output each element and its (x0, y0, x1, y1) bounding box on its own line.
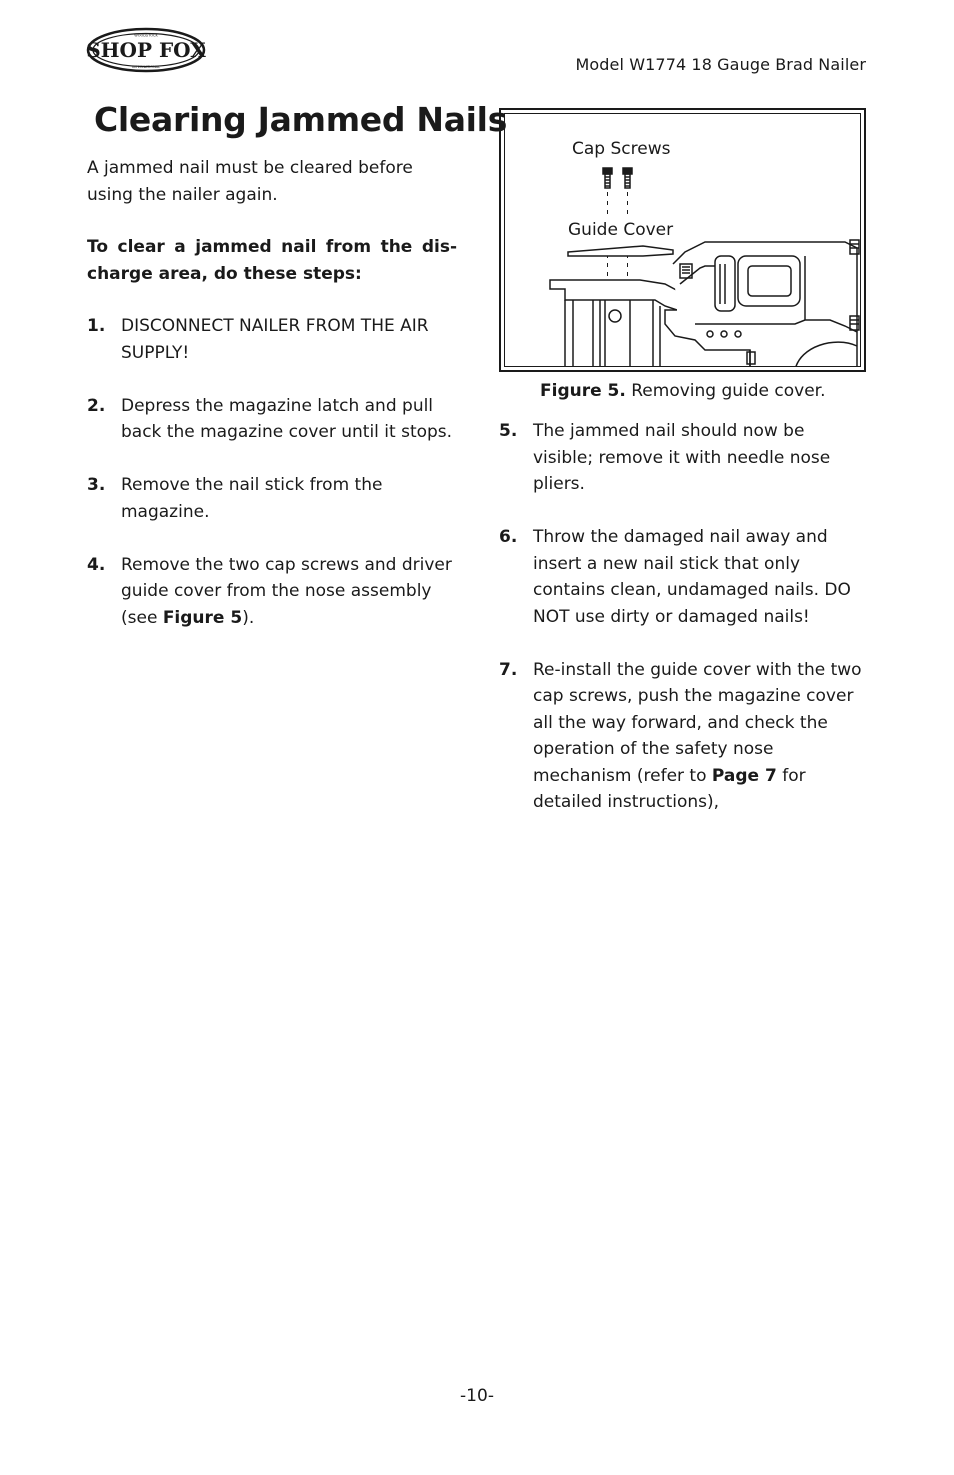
right-column (499, 418, 864, 842)
steps-subheading: To clear a jammed nail from the dis-charge area, do these steps: (87, 237, 457, 284)
shop-fox-logo (86, 26, 206, 76)
step-item (87, 393, 457, 446)
svg-text:WOODSTOCK: WOODSTOCK (134, 33, 158, 38)
step-text: Re-install the guide cover with the two cap screws, push the magazine cover all the way forward, and check the operation of the safety nose mechanism (refer to Page 7 for detailed instructions), (533, 659, 862, 812)
step-item (499, 418, 864, 498)
step-number: 4. (87, 554, 106, 575)
step-number: 2. (87, 395, 106, 416)
cap-screw-icon (623, 168, 632, 188)
step-number: 3. (87, 475, 106, 495)
step-text: Throw the damaged nail away and insert a new nail stick that only contains clean, undamaged nails. DO NOT use dirty or damaged nails! (533, 527, 851, 627)
step-number: 7. (499, 659, 518, 680)
figure-5 (499, 108, 866, 372)
svg-text:INTERNATIONAL: INTERNATIONAL (131, 65, 161, 69)
page-title: Clearing Jammed Nails (94, 100, 508, 139)
figure-reference: Figure 5 (162, 607, 243, 628)
step-item (499, 657, 864, 816)
step-text: The jammed nail should now be visible; remove it with needle nose pliers. (533, 421, 831, 494)
step-text: Remove the two cap screws and driver guide cover from the nose assembly (see Figure 5). (121, 554, 452, 628)
header-model: Model W1774 18 Gauge Brad Nailer (575, 55, 866, 74)
page-reference: Page 7 (711, 765, 777, 786)
svg-text:SHOP FOX: SHOP FOX (86, 38, 206, 62)
step-number: 6. (499, 527, 518, 547)
step-text: Remove the nail stick from the magazine. (121, 475, 383, 522)
figure-caption (540, 379, 826, 403)
nailer-illustration (505, 114, 861, 367)
guide-cover-label: Guide Cover (568, 220, 674, 240)
figure-5-frame (504, 113, 861, 367)
page-number: -10- (460, 1386, 494, 1406)
step-item (87, 472, 457, 525)
step-item (87, 313, 457, 366)
figure-caption-text: Removing guide cover. (625, 381, 826, 401)
figure-caption-ref: Figure 5. (540, 381, 626, 401)
step-text: Depress the magazine latch and pull back the magazine cover until it stops. (121, 395, 453, 442)
cap-screws-label: Cap Screws (572, 139, 671, 159)
step-item (499, 524, 864, 630)
left-column (87, 155, 457, 658)
cap-screw-icon (603, 168, 612, 188)
step-number: 1. (87, 316, 106, 336)
step-item (87, 552, 457, 632)
intro-paragraph: A jammed nail must be cleared before using the nailer again. (87, 158, 413, 205)
step-text: DISCONNECT NAILER FROM THE AIR SUPPLY! (121, 316, 429, 363)
step-number: 5. (499, 421, 518, 441)
